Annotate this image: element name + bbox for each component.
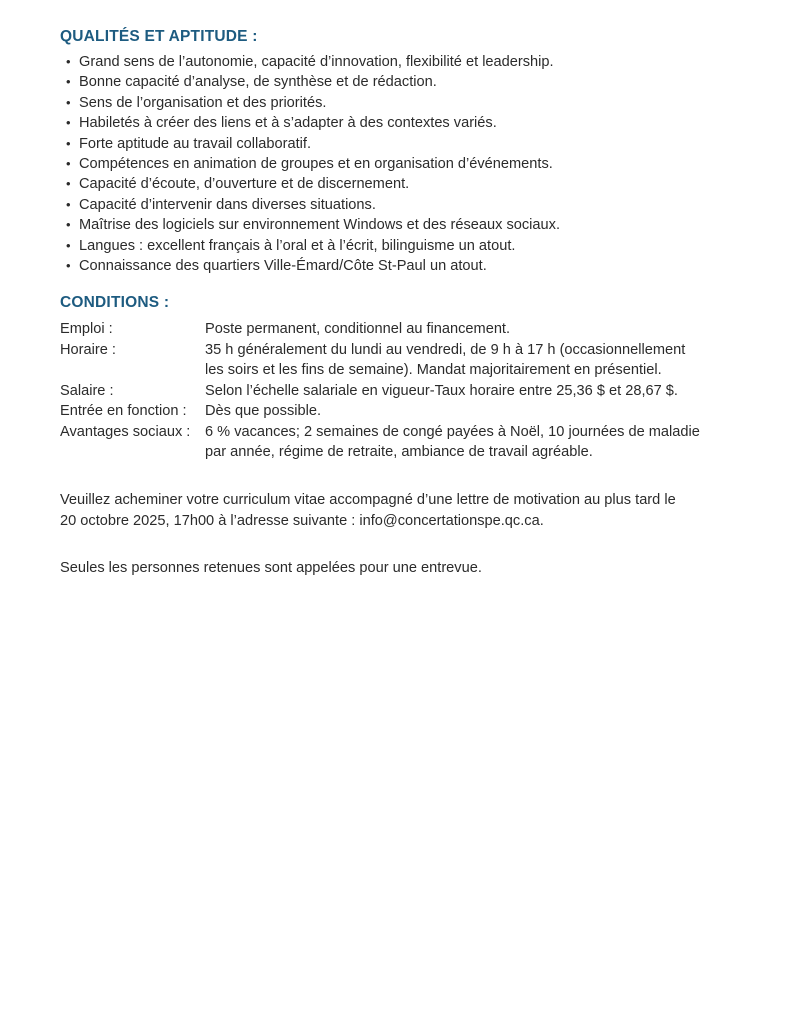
quality-item-text: Habiletés à créer des liens et à s’adapter à des contextes variés. [79,115,497,132]
quality-item [66,113,737,133]
quality-item [66,174,737,194]
bullet-icon: • [66,135,71,151]
bullet-icon: • [66,217,71,233]
selection-note: Seules les personnes retenues sont appelées pour une entrevue. [60,560,482,577]
bullet-icon: • [66,54,71,69]
application-instructions-line: Veuillez acheminer votre curriculum vitae accompagné d’une lettre de motivation au plus tard le [60,492,676,509]
quality-item [66,154,737,174]
bullet-icon: • [66,196,71,212]
quality-item [66,134,737,154]
condition-label: Avantages sociaux : [60,423,191,440]
condition-value-line: Selon l’échelle salariale en vigueur-Taux horaire entre 25,36 $ et 28,67 $. [205,382,678,399]
quality-item-text: Compétences en animation de groupes et en organisation d’événements. [79,156,553,173]
bullet-icon: • [66,176,71,192]
condition-label: Entrée en fonction : [60,403,187,420]
condition-label: Salaire : [60,382,114,399]
quality-item-text: Langues : excellent français à l’oral et à l’écrit, bilinguisme un atout. [79,237,516,254]
bullet-icon: • [66,237,71,253]
condition-value-line: par année, régime de retraite, ambiance de travail agréable. [205,443,593,460]
quality-item [66,256,737,276]
condition-value-line: Dès que possible. [205,403,322,420]
quality-item-text: Grand sens de l’autonomie, capacité d’innovation, flexibilité et leadership. [79,54,554,70]
quality-item [66,236,737,256]
condition-value-line: 6 % vacances; 2 semaines de congé payées à Noël, 10 journées de maladie [205,423,700,440]
bullet-icon: • [66,258,71,274]
qualities-heading: QUALITÉS ET APTITUDE : [60,28,258,45]
quality-item [66,52,737,72]
condition-value-line: les soirs et les fins de semaine). Mandat majoritairement en présentiel. [205,362,662,379]
condition-label: Horaire : [60,341,116,358]
condition-value [205,422,737,463]
condition-row-salaire [60,381,737,401]
condition-row-emploi [60,319,737,339]
quality-item [66,195,737,215]
bullet-icon: • [66,156,71,172]
quality-item-text: Forte aptitude au travail collaboratif. [79,135,312,152]
condition-label: Emploi : [60,321,113,338]
condition-row-entree [60,401,737,421]
condition-value [205,401,737,421]
qualities-list [60,52,737,276]
quality-item [66,215,737,235]
quality-item-text: Bonne capacité d’analyse, de synthèse et de rédaction. [79,74,437,91]
condition-value [205,340,737,381]
conditions-heading: CONDITIONS : [60,294,170,312]
bullet-icon: • [66,115,71,131]
condition-row-avantages [60,422,737,463]
bullet-icon: • [66,74,71,90]
bullet-icon: • [66,94,71,110]
quality-item-text: Capacité d’intervenir dans diverses situations. [79,196,376,213]
application-instructions-line: 20 octobre 2025, 17h00 à l’adresse suivante : info@concertationspe.qc.ca. [60,512,544,529]
quality-item-text: Connaissance des quartiers Ville-Émard/Côte St-Paul un atout. [79,258,487,275]
application-instructions [60,490,737,531]
quality-item [66,72,737,92]
condition-value [205,319,737,339]
condition-row-horaire [60,340,737,381]
condition-value-line: 35 h généralement du lundi au vendredi, de 9 h à 17 h (occasionnellement [205,341,686,358]
condition-value-line: Poste permanent, conditionnel au financement. [205,321,511,338]
quality-item [66,93,737,113]
quality-item-text: Capacité d’écoute, d’ouverture et de discernement. [79,176,410,193]
condition-value [205,381,737,401]
quality-item-text: Maîtrise des logiciels sur environnement Windows et des réseaux sociaux. [79,217,561,234]
quality-item-text: Sens de l’organisation et des priorités. [79,94,327,111]
conditions-table [60,319,737,462]
